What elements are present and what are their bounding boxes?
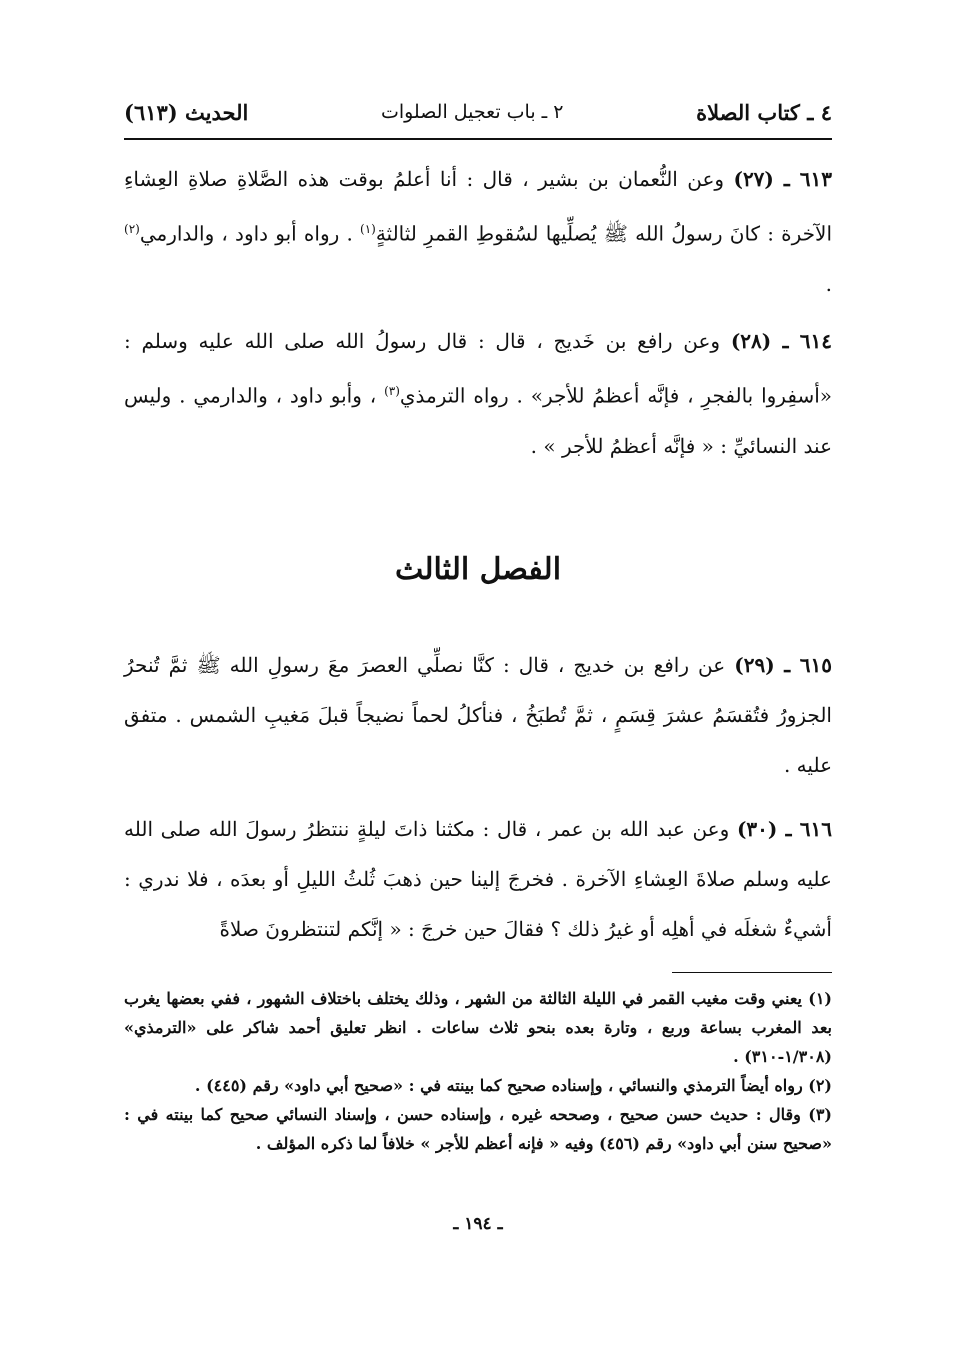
footnote-1: (١) يعني وقت مغيب القمر في الليلة الثالثة من الشهر ، وذلك يختلف باختلاف الشهور ، ففي بعضها يغرب بعد المغرب بساعة وربع ، وتارة بعده بنحو ثلاث ساعات . انظر تعليق أحمد شاكر على «الترمذي» (١/٣٠٨-٣١٠) . [124,989,832,1066]
header-divider [124,138,832,140]
header-hadith-range: الحديث (٦١٣) [124,99,249,125]
footnote-ref: (١) [360,222,376,236]
hadith-number: ٦١٥ ـ (٢٩) [734,653,833,677]
hadith-text: وعن عبد الله بن عمر ، قال : مكثنا ذاتَ ليلةٍ ننتظرُ رسولَ الله صلى الله عليه وسلم صلاةَ العِشاءِ الآخرة . فخرجَ إلينا حين ذهبَ ثُلثُ الليلِ أو بعدَه ، فلا ندري : أشيءٌ شغلَه في أهلِه أو غيرُ ذلك ؟ فقالَ حين خرجَ : « إنَّكم لتنتظرونَ صلاةً [124,817,832,941]
running-header [124,92,832,132]
hadith-614 [124,316,832,471]
hadith-number: ٦١٤ ـ (٢٨) [730,329,833,353]
footnote-ref: (٢) [124,222,140,236]
hadith-number: ٦١٣ ـ (٢٧) [733,167,832,191]
hadith-text: وعن النُّعمان بن بشير ، قال : أنا أعلمُ بوقت هذه الصَّلاةِ صلاةِ العِشاءِ الآخرة : كانَ رسولُ الله ﷺ يُصلِّيها لسُقوطِ القمرِ لثالثةٍ [124,167,833,246]
header-chapter-title: ٢ ـ باب تعجيل الصلوات [380,101,564,123]
hadith-text: . [825,271,832,296]
section-title: الفصل الثالث [394,552,562,587]
page-number: ـ ١٩٤ ـ [453,1214,503,1234]
hadith-text: . رواه أبو داود ، والدارمي [139,221,353,246]
hadith-616 [124,804,832,954]
footnote-ref: (٣) [384,384,400,398]
hadith-615 [124,640,832,790]
hadith-number: ٦١٦ ـ (٣٠) [736,817,833,841]
header-book-title: ٤ ـ كتاب الصلاة [696,99,832,125]
hadith-text: وعن رافع بن خَديج ، قال : قال رسولُ الله صلى الله عليه وسلم : «أسفِروا بالفجرِ ، فإنَّه أعظمُ للأجر» . رواه الترمذي [124,329,833,408]
footnote-divider [672,972,832,973]
hadith-text: ، وأبو داود ، والدارمي . وليس عند النسائيِّ : « فإنَّه أعظمُ للأجر » . [124,383,832,458]
hadith-613 [124,154,832,309]
footnotes [124,984,832,1158]
hadith-text: عن رافع بن خديج ، قال : كنَّا نصلِّي العصرَ معَ رسولِ الله ﷺ ثمَّ تُنحرُ الجزورُ فتُقسَمُ عشرَ قِسَمٍ ، ثمَّ تُطبَخُ ، فنأكلُ لحماً نضيجاً قبلَ مَغيبِ الشمس . متفق عليه . [124,653,832,777]
footnote-2: (٢) رواه أيضاً الترمذي والنسائي ، وإسناده صحيح كما بينته في : «صحيح أبي داود» رقم (٤٤٥) . [194,1076,832,1095]
footnote-3: (٣) وقال : حديث حسن صحيح ، وصححه غيره ، وإسناده حسن ، وإسناد النسائي صحيح كما بينته في : «صحيح سنن أبي داود» رقم (٤٥٦) وفيه « فإنه أعظم للأجر » خلافاً لما ذكره المؤلف . [124,1105,832,1153]
